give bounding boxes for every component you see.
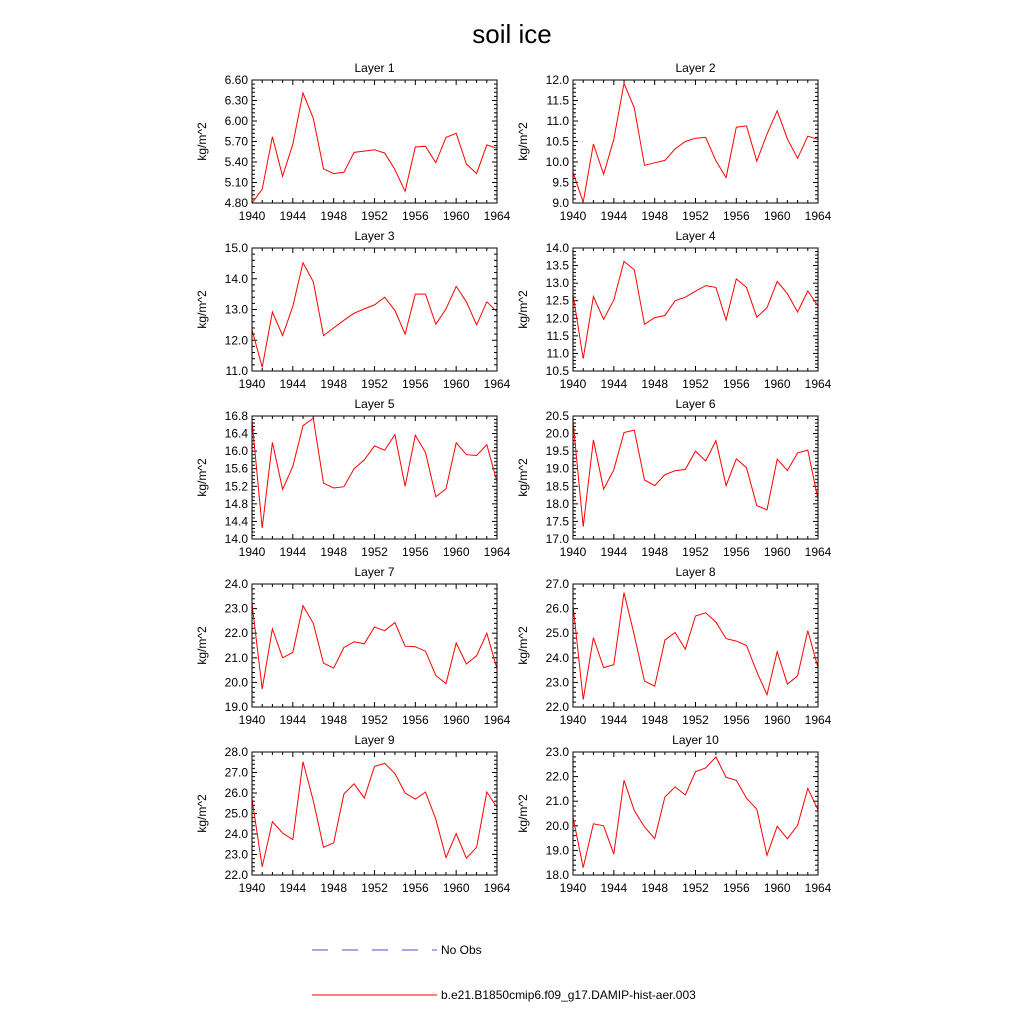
y-tick-label: 10.5 <box>545 134 569 149</box>
x-tick-label: 1948 <box>641 545 669 559</box>
x-tick-label: 1948 <box>641 209 669 223</box>
y-axis-label: kg/m^2 <box>516 794 530 833</box>
x-tick-label: 1964 <box>804 713 832 727</box>
x-tick-label: 1960 <box>763 545 791 559</box>
panel-layer-8 <box>516 565 832 727</box>
x-tick-label: 1948 <box>320 377 348 391</box>
y-tick-label: 12.0 <box>545 73 569 87</box>
y-tick-label: 23.0 <box>545 745 569 759</box>
legend <box>312 943 696 1002</box>
y-tick-label: 17.5 <box>545 514 569 529</box>
y-axis-label: kg/m^2 <box>516 458 530 497</box>
x-tick-label: 1956 <box>401 545 429 559</box>
y-tick-label: 24.0 <box>545 650 569 665</box>
y-tick-label: 11.5 <box>546 93 569 108</box>
x-tick-label: 1964 <box>483 209 511 223</box>
panel-layer-9 <box>195 733 511 895</box>
x-tick-label: 1964 <box>483 377 511 391</box>
y-tick-label: 25.0 <box>224 806 248 821</box>
x-tick-label: 1960 <box>763 209 791 223</box>
panel-layer-5 <box>195 397 511 559</box>
y-tick-label: 15.6 <box>224 461 248 476</box>
x-tick-label: 1956 <box>722 377 750 391</box>
x-tick-label: 1952 <box>361 881 388 895</box>
x-tick-label: 1940 <box>238 209 266 223</box>
panel-title: Layer 1 <box>354 61 395 75</box>
y-tick-label: 22.0 <box>545 769 569 784</box>
y-tick-label: 19.0 <box>545 461 569 476</box>
plot-frame <box>252 416 497 539</box>
tick-marks <box>573 752 818 875</box>
x-tick-label: 1940 <box>238 377 266 391</box>
x-tick-label: 1940 <box>559 881 587 895</box>
panel-title: Layer 7 <box>354 565 395 579</box>
y-tick-label: 18.0 <box>545 868 569 882</box>
y-tick-label: 13.0 <box>224 302 248 317</box>
series-line <box>573 261 818 358</box>
y-tick-label: 12.0 <box>545 311 569 326</box>
series-line <box>573 593 818 700</box>
x-tick-label: 1948 <box>641 881 669 895</box>
x-tick-label: 1944 <box>600 881 628 895</box>
y-axis-label: kg/m^2 <box>516 122 530 161</box>
legend-label-model-run: b.e21.B1850cmip6.f09_g17.DAMIP-hist-aer.003 <box>441 988 696 1002</box>
series-line <box>252 263 497 368</box>
x-tick-label: 1964 <box>483 545 511 559</box>
panel-title: Layer 5 <box>354 397 395 411</box>
y-tick-label: 6.00 <box>224 114 248 128</box>
y-tick-label: 21.0 <box>545 794 569 809</box>
y-tick-label: 16.8 <box>224 409 248 423</box>
panel-title: Layer 6 <box>675 397 716 411</box>
y-tick-label: 27.0 <box>545 577 569 591</box>
panel-layer-3 <box>195 229 511 391</box>
panel-title: Layer 4 <box>675 229 716 243</box>
y-tick-label: 20.0 <box>545 426 569 441</box>
y-tick-label: 17.0 <box>545 532 569 546</box>
y-tick-label: 12.0 <box>224 333 248 348</box>
y-tick-label: 9.5 <box>552 175 569 190</box>
y-axis-label: kg/m^2 <box>195 290 209 329</box>
panel-layer-4 <box>516 229 832 391</box>
y-tick-label: 14.4 <box>224 514 248 529</box>
x-tick-label: 1960 <box>442 377 470 391</box>
y-tick-label: 5.10 <box>224 175 248 190</box>
x-tick-label: 1948 <box>641 377 669 391</box>
x-tick-label: 1944 <box>600 545 628 559</box>
y-tick-label: 19.0 <box>224 700 248 714</box>
y-tick-label: 23.0 <box>224 847 248 862</box>
x-tick-label: 1952 <box>682 713 709 727</box>
y-tick-label: 25.0 <box>545 626 569 641</box>
y-tick-label: 6.30 <box>224 93 248 108</box>
y-tick-label: 12.5 <box>545 293 569 308</box>
tick-marks <box>252 248 497 371</box>
x-tick-label: 1956 <box>722 713 750 727</box>
y-tick-label: 10.0 <box>545 155 569 169</box>
y-axis-label: kg/m^2 <box>516 290 530 329</box>
plot-frame <box>252 248 497 371</box>
y-tick-label: 21.0 <box>224 650 248 665</box>
plot-frame <box>252 584 497 707</box>
plot-frame <box>252 80 497 203</box>
x-tick-label: 1944 <box>279 209 307 223</box>
y-tick-label: 22.0 <box>224 868 248 882</box>
x-tick-label: 1956 <box>401 377 429 391</box>
y-tick-label: 18.5 <box>545 479 569 494</box>
x-tick-label: 1952 <box>682 209 709 223</box>
y-tick-label: 19.5 <box>545 444 569 459</box>
x-tick-label: 1940 <box>238 713 266 727</box>
x-tick-label: 1944 <box>600 713 628 727</box>
y-tick-label: 6.60 <box>224 73 248 87</box>
panel-title: Layer 9 <box>354 733 395 747</box>
y-tick-label: 18.0 <box>545 496 569 511</box>
x-tick-label: 1944 <box>600 209 628 223</box>
tick-marks <box>573 80 818 203</box>
x-tick-label: 1948 <box>641 713 669 727</box>
tick-marks <box>573 584 818 707</box>
legend-entry-no-obs <box>312 943 482 957</box>
series-line <box>573 83 818 202</box>
panel-title: Layer 10 <box>672 733 719 747</box>
y-tick-label: 11.0 <box>225 364 248 378</box>
y-tick-label: 22.0 <box>224 626 248 641</box>
x-tick-label: 1940 <box>559 377 587 391</box>
plot-frame <box>573 80 818 203</box>
y-tick-label: 5.70 <box>224 134 248 149</box>
x-tick-label: 1960 <box>763 377 791 391</box>
x-tick-label: 1944 <box>279 545 307 559</box>
y-tick-label: 15.2 <box>224 479 248 494</box>
y-tick-label: 23.0 <box>545 675 569 690</box>
x-tick-label: 1964 <box>483 881 511 895</box>
y-tick-label: 19.0 <box>545 843 569 858</box>
y-axis-label: kg/m^2 <box>195 458 209 497</box>
y-tick-label: 16.0 <box>224 444 248 459</box>
x-tick-label: 1956 <box>722 881 750 895</box>
y-tick-label: 26.0 <box>224 786 248 800</box>
y-tick-label: 20.0 <box>224 675 248 690</box>
legend-entry-model-run <box>312 988 696 1002</box>
panel-layer-7 <box>195 565 511 727</box>
x-tick-label: 1964 <box>804 881 832 895</box>
y-tick-label: 11.0 <box>546 114 569 128</box>
y-tick-label: 15.0 <box>224 241 248 255</box>
x-tick-label: 1948 <box>320 713 348 727</box>
x-tick-label: 1948 <box>320 209 348 223</box>
x-tick-label: 1952 <box>682 881 709 895</box>
tick-marks <box>252 584 497 707</box>
x-tick-label: 1940 <box>559 713 587 727</box>
y-axis-label: kg/m^2 <box>516 626 530 665</box>
y-tick-label: 5.40 <box>224 155 248 169</box>
y-tick-label: 16.4 <box>224 426 248 441</box>
x-tick-label: 1964 <box>804 209 832 223</box>
x-tick-label: 1956 <box>401 209 429 223</box>
x-tick-label: 1952 <box>361 545 388 559</box>
y-tick-label: 13.5 <box>545 258 569 273</box>
y-tick-label: 14.8 <box>224 496 248 511</box>
y-tick-label: 20.5 <box>545 409 569 423</box>
x-tick-label: 1956 <box>722 545 750 559</box>
x-tick-label: 1964 <box>804 545 832 559</box>
x-tick-label: 1960 <box>442 881 470 895</box>
x-tick-label: 1960 <box>763 881 791 895</box>
x-tick-label: 1944 <box>279 713 307 727</box>
y-tick-label: 20.0 <box>545 818 569 833</box>
x-tick-label: 1956 <box>722 209 750 223</box>
x-tick-label: 1956 <box>401 881 429 895</box>
y-tick-label: 13.0 <box>545 276 569 291</box>
y-tick-label: 22.0 <box>545 700 569 714</box>
x-tick-label: 1960 <box>442 209 470 223</box>
x-tick-label: 1944 <box>279 881 307 895</box>
legend-label-no-obs: No Obs <box>441 943 482 957</box>
y-tick-label: 4.80 <box>224 196 248 210</box>
tick-marks <box>252 80 497 203</box>
x-tick-label: 1960 <box>763 713 791 727</box>
tick-marks <box>252 416 497 539</box>
x-tick-label: 1960 <box>442 545 470 559</box>
panel-title: Layer 3 <box>354 229 395 243</box>
x-tick-label: 1940 <box>559 545 587 559</box>
y-tick-label: 14.0 <box>224 271 248 286</box>
plot-frame <box>573 752 818 875</box>
x-tick-label: 1964 <box>483 713 511 727</box>
x-tick-label: 1952 <box>361 713 388 727</box>
panel-layer-10 <box>516 733 832 895</box>
series-line <box>252 604 497 689</box>
x-tick-label: 1952 <box>361 209 388 223</box>
y-tick-label: 23.0 <box>224 601 248 616</box>
series-line <box>573 421 818 526</box>
panel-title: Layer 8 <box>675 565 716 579</box>
series-line <box>252 93 497 203</box>
panel-layer-1 <box>195 61 511 223</box>
panel-layer-2 <box>516 61 832 223</box>
x-tick-label: 1960 <box>442 713 470 727</box>
y-tick-label: 26.0 <box>545 601 569 616</box>
x-tick-label: 1952 <box>682 377 709 391</box>
x-tick-label: 1948 <box>320 545 348 559</box>
x-tick-label: 1956 <box>401 713 429 727</box>
x-tick-label: 1948 <box>320 881 348 895</box>
x-tick-label: 1952 <box>361 377 388 391</box>
series-line <box>573 757 818 868</box>
y-tick-label: 11.5 <box>546 328 569 343</box>
y-tick-label: 9.0 <box>552 196 569 210</box>
x-tick-label: 1944 <box>600 377 628 391</box>
y-axis-label: kg/m^2 <box>195 626 209 665</box>
series-line <box>252 762 497 867</box>
panels <box>195 61 832 895</box>
tick-marks <box>252 752 497 875</box>
plot-frame <box>573 584 818 707</box>
x-tick-label: 1940 <box>238 881 266 895</box>
y-tick-label: 14.0 <box>545 241 569 255</box>
plot-frame <box>573 248 818 371</box>
y-tick-label: 24.0 <box>224 577 248 591</box>
y-tick-label: 28.0 <box>224 745 248 759</box>
x-tick-label: 1940 <box>238 545 266 559</box>
y-axis-label: kg/m^2 <box>195 794 209 833</box>
panel-title: Layer 2 <box>675 61 716 75</box>
y-tick-label: 11.0 <box>546 346 569 361</box>
x-tick-label: 1952 <box>682 545 709 559</box>
series-line <box>252 418 497 528</box>
y-tick-label: 24.0 <box>224 827 248 841</box>
x-tick-label: 1940 <box>559 209 587 223</box>
y-tick-label: 27.0 <box>224 765 248 780</box>
panel-layer-6 <box>516 397 832 559</box>
tick-marks <box>573 248 818 371</box>
plot-frame <box>252 752 497 875</box>
figure-title: soil ice <box>472 19 552 49</box>
x-tick-label: 1944 <box>279 377 307 391</box>
y-tick-label: 10.5 <box>545 364 569 378</box>
x-tick-label: 1964 <box>804 377 832 391</box>
y-tick-label: 14.0 <box>224 532 248 546</box>
y-axis-label: kg/m^2 <box>195 122 209 161</box>
